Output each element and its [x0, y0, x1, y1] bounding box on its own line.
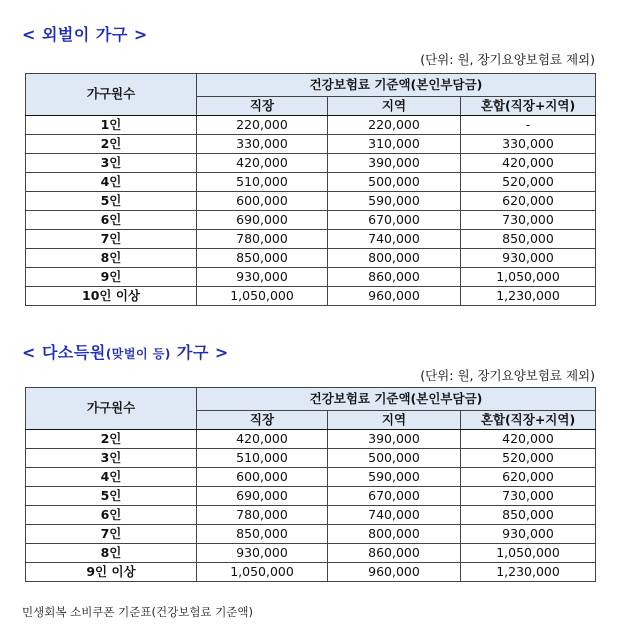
workplace-value-cell: 850,000 — [197, 525, 328, 544]
household-size-cell: 9인 이상 — [26, 563, 197, 582]
table-row — [26, 211, 596, 230]
col-header-workplace: 직장 — [197, 97, 328, 116]
workplace-value-cell: 600,000 — [197, 468, 328, 487]
section2-title-main: < 다소득원 — [22, 343, 106, 362]
regional-value-cell: 670,000 — [328, 211, 461, 230]
regional-value-cell: 390,000 — [328, 154, 461, 173]
regional-value-cell: 860,000 — [328, 268, 461, 287]
workplace-value-cell: 510,000 — [197, 173, 328, 192]
regional-value-cell: 740,000 — [328, 230, 461, 249]
workplace-value-cell: 1,050,000 — [197, 563, 328, 582]
household-size-cell: 4인 — [26, 468, 197, 487]
regional-value-cell: 500,000 — [328, 173, 461, 192]
mixed-value-cell: 730,000 — [461, 487, 596, 506]
mixed-value-cell: 850,000 — [461, 230, 596, 249]
regional-value-cell: 740,000 — [328, 506, 461, 525]
regional-value-cell: 390,000 — [328, 430, 461, 449]
mixed-value-cell: 520,000 — [461, 449, 596, 468]
table-row — [26, 430, 596, 449]
mixed-value-cell: 1,050,000 — [461, 544, 596, 563]
col-header-mixed: 혼합(직장+지역) — [461, 97, 596, 116]
household-header: 가구원수 — [26, 74, 197, 116]
regional-value-cell: 220,000 — [328, 116, 461, 135]
workplace-value-cell: 1,050,000 — [197, 287, 328, 306]
section1-unit-note: (단위: 원, 장기요양보험료 제외) — [420, 52, 595, 67]
mixed-value-cell: 620,000 — [461, 192, 596, 211]
mixed-value-cell: 850,000 — [461, 506, 596, 525]
mixed-value-cell: - — [461, 116, 596, 135]
regional-value-cell: 310,000 — [328, 135, 461, 154]
workplace-value-cell: 420,000 — [197, 430, 328, 449]
mixed-value-cell: 930,000 — [461, 525, 596, 544]
regional-value-cell: 670,000 — [328, 487, 461, 506]
household-size-cell: 6인 — [26, 506, 197, 525]
mixed-value-cell: 930,000 — [461, 249, 596, 268]
section2-table — [25, 387, 596, 582]
household-size-cell: 7인 — [26, 230, 197, 249]
workplace-value-cell: 780,000 — [197, 506, 328, 525]
household-size-cell: 8인 — [26, 249, 197, 268]
household-size-cell: 6인 — [26, 211, 197, 230]
household-size-cell: 8인 — [26, 544, 197, 563]
workplace-value-cell: 690,000 — [197, 211, 328, 230]
caption: 민생회복 소비쿠폰 기준표(건강보험료 기준액) — [22, 605, 254, 619]
table-row — [26, 192, 596, 211]
section1-table — [25, 73, 596, 306]
mixed-value-cell: 1,230,000 — [461, 563, 596, 582]
table-row — [26, 154, 596, 173]
regional-value-cell: 500,000 — [328, 449, 461, 468]
regional-value-cell: 960,000 — [328, 287, 461, 306]
mixed-value-cell: 520,000 — [461, 173, 596, 192]
workplace-value-cell: 600,000 — [197, 192, 328, 211]
section2-title-small: (맞벌이 등) — [105, 347, 171, 361]
regional-value-cell: 960,000 — [328, 563, 461, 582]
mixed-value-cell: 1,230,000 — [461, 287, 596, 306]
table-row — [26, 449, 596, 468]
regional-value-cell: 800,000 — [328, 249, 461, 268]
workplace-value-cell: 510,000 — [197, 449, 328, 468]
table-row — [26, 468, 596, 487]
household-size-cell: 3인 — [26, 449, 197, 468]
section2-title-end: 가구 > — [176, 343, 229, 362]
col-header-workplace: 직장 — [197, 411, 328, 430]
workplace-value-cell: 930,000 — [197, 544, 328, 563]
table-row — [26, 249, 596, 268]
workplace-value-cell: 420,000 — [197, 154, 328, 173]
col-header-regional: 지역 — [328, 97, 461, 116]
regional-value-cell: 800,000 — [328, 525, 461, 544]
mixed-value-cell: 620,000 — [461, 468, 596, 487]
household-header: 가구원수 — [26, 388, 197, 430]
workplace-value-cell: 220,000 — [197, 116, 328, 135]
table-row — [26, 525, 596, 544]
household-size-cell: 5인 — [26, 487, 197, 506]
table-row — [26, 230, 596, 249]
regional-value-cell: 590,000 — [328, 192, 461, 211]
mixed-value-cell: 330,000 — [461, 135, 596, 154]
premium-group-header: 건강보험료 기준액(본인부담금) — [197, 388, 596, 411]
household-size-cell: 2인 — [26, 135, 197, 154]
mixed-value-cell: 730,000 — [461, 211, 596, 230]
regional-value-cell: 590,000 — [328, 468, 461, 487]
table-row — [26, 287, 596, 306]
mixed-value-cell: 420,000 — [461, 154, 596, 173]
table-row — [26, 506, 596, 525]
workplace-value-cell: 850,000 — [197, 249, 328, 268]
col-header-regional: 지역 — [328, 411, 461, 430]
table-row — [26, 563, 596, 582]
mixed-value-cell: 1,050,000 — [461, 268, 596, 287]
workplace-value-cell: 330,000 — [197, 135, 328, 154]
household-size-cell: 5인 — [26, 192, 197, 211]
table-row — [26, 173, 596, 192]
table-row — [26, 487, 596, 506]
table-row — [26, 268, 596, 287]
regional-value-cell: 860,000 — [328, 544, 461, 563]
household-size-cell: 7인 — [26, 525, 197, 544]
section2-unit-note: (단위: 원, 장기요양보험료 제외) — [420, 368, 595, 383]
household-size-cell: 3인 — [26, 154, 197, 173]
table-row — [26, 135, 596, 154]
col-header-mixed: 혼합(직장+지역) — [461, 411, 596, 430]
household-size-cell: 4인 — [26, 173, 197, 192]
section2-title — [22, 340, 229, 363]
mixed-value-cell: 420,000 — [461, 430, 596, 449]
household-size-cell: 1인 — [26, 116, 197, 135]
workplace-value-cell: 690,000 — [197, 487, 328, 506]
household-size-cell: 10인 이상 — [26, 287, 197, 306]
workplace-value-cell: 780,000 — [197, 230, 328, 249]
table-row — [26, 544, 596, 563]
premium-group-header: 건강보험료 기준액(본인부담금) — [197, 74, 596, 97]
workplace-value-cell: 930,000 — [197, 268, 328, 287]
section1-title: < 외벌이 가구 > — [22, 25, 148, 44]
household-size-cell: 2인 — [26, 430, 197, 449]
household-size-cell: 9인 — [26, 268, 197, 287]
table-row — [26, 116, 596, 135]
